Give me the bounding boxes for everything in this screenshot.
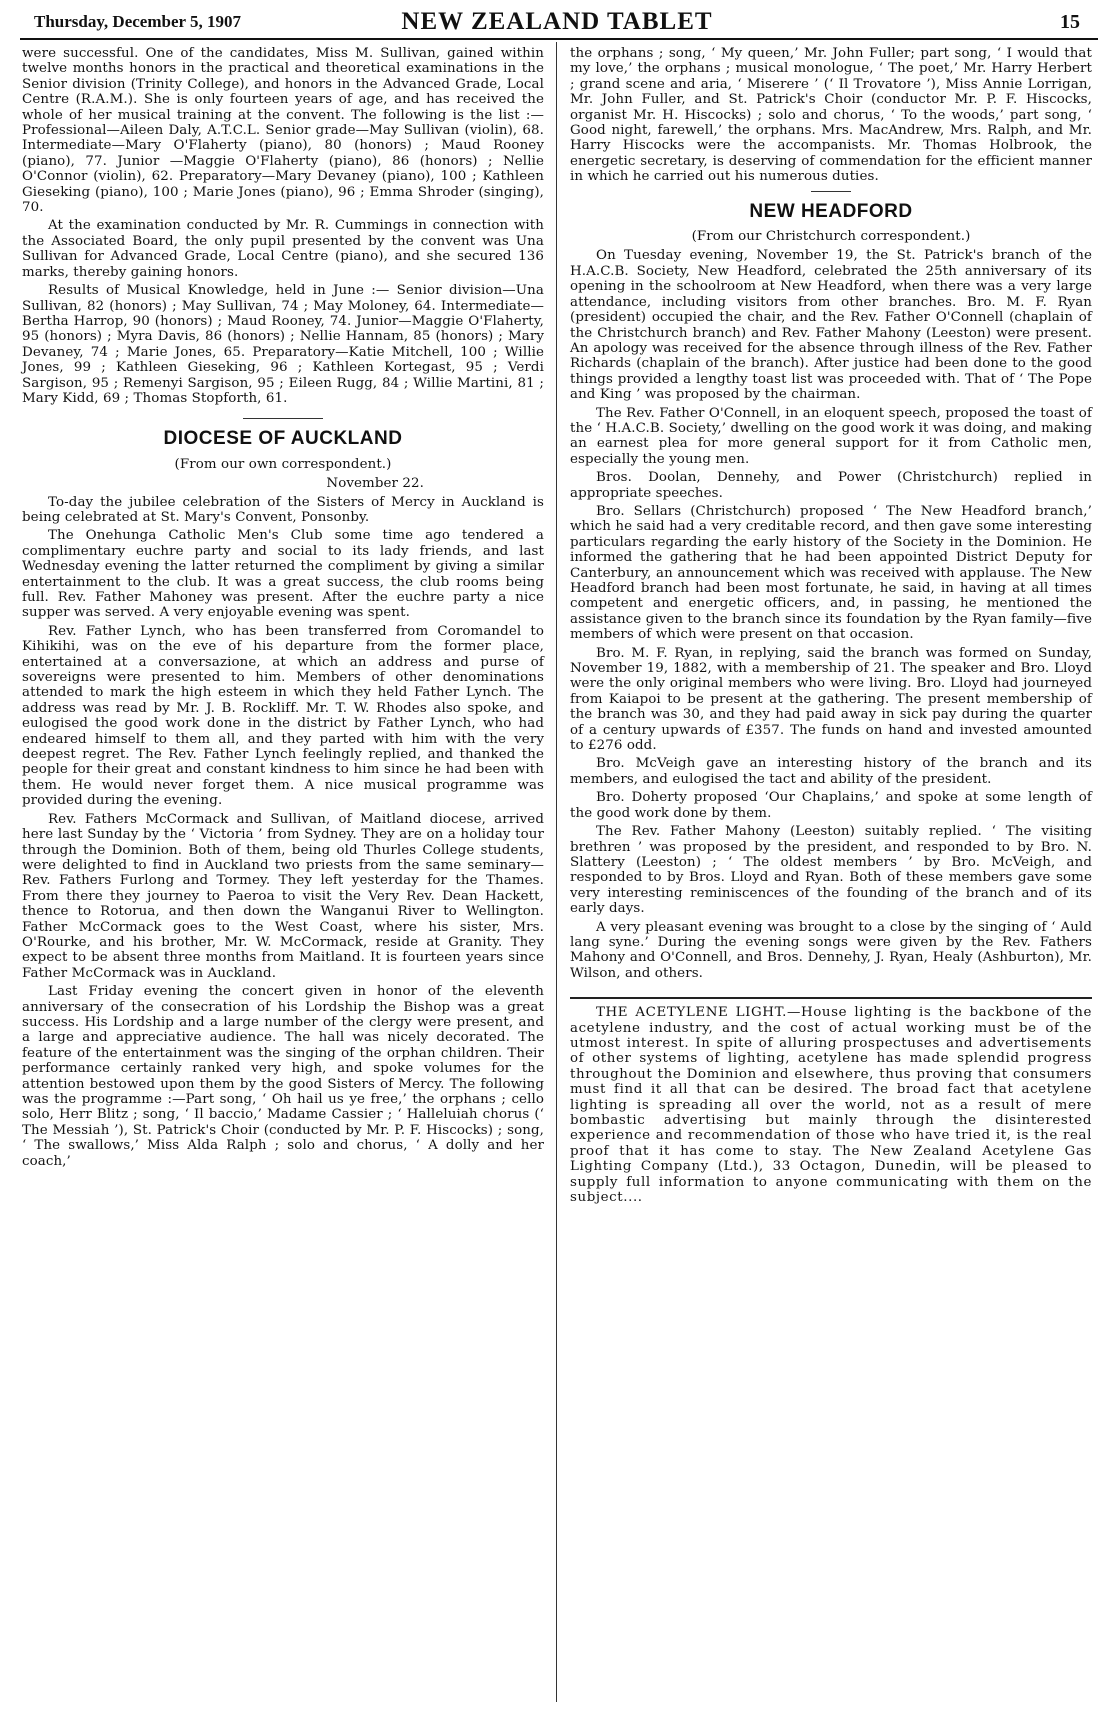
paragraph: Bro. Doherty proposed ‘Our Chaplains,’ and spoke at some length of the good work done by them. [570,790,1092,821]
paragraph: Bro. M. F. Ryan, in replying, said the branch was formed on Sunday, November 19, 1882, with a membership of 21. The speaker and Bro. Lloyd were the only original members who were living. Bro. Lloyd had journeyed from Kaiapoi to be present at the gathering. The present membership of the branch was 30, and they had paid away in sick pay during the quarter of a century upwards of £357. The funds on hand and invested amounted to £276 odd. [570,645,1092,754]
right-column [570,46,1092,1208]
page-header [20,8,1094,34]
separator [811,191,851,192]
paragraph: Bros. Doolan, Dennehy, and Power (Christchurch) replied in appropriate speeches. [570,470,1092,501]
paragraph: A very pleasant evening was brought to a close by the singing of ‘ Auld lang syne.’ During the evening songs were given by the Rev. Fathers Mahony and O'Connell, and Bros. Dennehy, J. Ryan, Healy (Ashburton), Mr. Wilson, and others. [570,919,1092,981]
paragraph: Rev. Father Lynch, who has been transferred from Coromandel to Kihikihi, was on the eve of his departure from the former place, entertained at a conversazione, at which an address and purse of sovereigns were presented to him. Members of other denominations attended to mark the high esteem in which they held Father Lynch. The address was read by Mr. J. B. Rockliff. Mr. T. W. Rhodes also spoke, and eulogised the good work done in the district by Father Lynch, who had endeared himself to them all, and they parted with him with the very deepest regret. The Rev. Father Lynch feelingly replied, and thanked the people for their great and constant kindness to him since he had been with them. He would never forget them. A nice musical programme was provided during the evening. [22,623,544,809]
paragraph: Last Friday evening the concert given in honor of the eleventh anniversary of the consecration of his Lordship the Bishop was a great success. His Lordship and a large number of the clergy were present, and a large and appreciative audience. The hall was nicely decorated. The feature of the entertainment was the singing of the orphan children. Their performance certainly ranked very high, and spoke volumes for the attention bestowed upon them by the good Sisters of Mercy. The following was the programme :—Part song, ‘ Oh hail us ye free,’ the orphans ; cello solo, Herr Blitz ; song, ‘ Il baccio,’ Madame Cassier ; ‘ Halleluiah chorus (‘ The Messiah ’), St. Patrick's Choir (conducted by Mr. P. F. Hiscocks) ; song, ‘ The swallows,’ Miss Alda Ralph ; solo and chorus, ‘ A dolly and her coach,’ [22,984,544,1169]
paragraph: Bro. Sellars (Christchurch) proposed ‘ The New Headford branch,’ which he said had a very creditable record, and then gave some interesting particulars regarding the early history of the Society in the Dominion. He informed the gathering that he had been appointed District Deputy for Canterbury, an announcement which was received with applause. The New Headford branch had been most fortunate, he said, in having at all times competent and energetic officers, and, in passing, he mentioned the assistance given to the branch since its foundation by the Ryan family—five members of which were present on that occasion. [570,503,1092,643]
separator [243,418,323,419]
paragraph: Bro. McVeigh gave an interesting history of the branch and its members, and eulogised the tact and ability of the president. [570,756,1092,787]
paragraph: The Rev. Father Mahony (Leeston) suitably replied. ‘ The visiting brethren ’ was proposed by the president, and responded to by Bro. N. Slattery (Leeston) ; ‘ The oldest members ’ by Bro. McVeigh, and responded to by Bros. Lloyd and Ryan. Both of these members gave some very interesting reminiscences of the founding of the branch and of its early days. [570,824,1092,917]
paragraph: At the examination conducted by Mr. R. Cummings in connection with the Associated Board, the only pupil presented by the convent was Una Sullivan for Advanced Grade, Local Centre (piano), and she secured 136 marks, thereby gaining honors. [22,218,544,280]
dateline: November 22. [326,476,424,492]
header-rule [20,38,1098,40]
paragraph: The Onehunga Catholic Men's Club some time ago tendered a complimentary euchre party and social to its lady friends, and last Wednesday evening the latter returned the compliment by giving a similar entertainment to the club. It was a great success, the club rooms being full. Rev. Father Mahoney was present. After the euchre party a nice supper was served. A very enjoyable evening was spent. [22,528,544,621]
left-column [22,46,544,1172]
masthead-title: NEW ZEALAND TABLET [401,8,713,35]
paragraph: were successful. One of the candidates, Miss M. Sullivan, gained within twelve months honors in the practical and theoretical examinations in the Senior division (Trinity College), and honors in the Advanced Grade, Local Centre (R.A.M.). She is only fourteen years of age, and has received the whole of her musical training at the convent. The following is the list :—Professional—Aileen Daly, A.T.C.L. Senior grade—May Sullivan (violin), 68. Intermediate—Mary O'Flaherty (piano), 80 (honors) ; Maud Rooney (piano), 77. Junior —Maggie O'Flaherty (piano), 86 (honors) ; Nellie O'Connor (violin), 62. Preparatory—Mary Devaney (piano), 100 ; Kathleen Gieseking (piano), 100 ; Marie Jones (piano), 96 ; Emma Shroder (singing), 70. [22,46,544,216]
advert-rule [570,997,1092,999]
correspondent-line: (From our own correspondent.) [174,456,392,472]
correspondent-line: (From our Christchurch correspondent.) [691,229,971,245]
paragraph: Results of Musical Knowledge, held in June :— Senior division—Una Sullivan, 82 (honors) ; May Sullivan, 74 ; May Moloney, 64. Intermediate—Bertha Harrop, 90 (honors) ; Maud Rooney, 74. Junior—Maggie O'Flaherty, 95 (honors) ; Myra Davis, 86 (honors) ; Nellie Hannam, 85 (honors) ; Mary Devaney, 74 ; Marie Jones, 65. Preparatory—Katie Mitchell, 100 ; Willie Jones, 99 ; Kathleen Gieseking, 96 ; Kathleen Kortegast, 95 ; Verdi Sargison, 95 ; Remenyi Sargison, 95 ; Eileen Rugg, 84 ; Willie Martini, 81 ; Mary Kidd, 69 ; Thomas Stopforth, 61. [22,283,544,406]
section-heading-new-headford: NEW HEADFORD [749,200,913,222]
paragraph: the orphans ; song, ‘ My queen,’ Mr. John Fuller; part song, ‘ I would that my love,’ the orphans ; musical monologue, ‘ The poet,’ Mr. Harry Herbert ; grand scene and aria, ‘ Miserere ’ (‘ Il Trovatore ’), Miss Annie Lorrigan, Mr. John Fuller, and St. Patrick's Choir (conductor Mr. P. F. Hiscocks, organist Mr. H. Hiscocks) ; solo and chorus, ‘ To the woods,’ part song, ‘ Good night, farewell,’ the orphans. Mrs. MacAndrew, Mrs. Ralph, and Mr. Harry Hiscocks were the accompanists. Mr. Thomas Holbrook, the energetic secretary, is deserving of commendation for the efficient manner in which he carried out his numerous duties. [570,46,1092,185]
section-heading-auckland: DIOCESE OF AUCKLAND [163,428,403,450]
paragraph: The Rev. Father O'Connell, in an eloquent speech, proposed the toast of the ‘ H.A.C.B. Society,’ dwelling on the good work it was doing, and making an earnest plea for more general support for it from Catholic men, especially the young men. [570,405,1092,467]
paragraph: On Tuesday evening, November 19, the St. Patrick's branch of the H.A.C.B. Society, New Headford, celebrated the 25th anniversary of its opening in the schoolroom at New Headford, when there was a very large attendance, including visitors from other branches. Bro. M. F. Ryan (president) occupied the chair, and the Rev. Father O'Connell (chaplain of the Christchurch branch) and Rev. Father Mahony (Leeston) were present. An apology was received for the absence through illness of the Rev. Father Richards (chaplain of the branch). After justice had been done to the good things provided a lengthy toast list was proceeded with. That of ‘ The Pope and King ’ was proposed by the chairman. [570,248,1092,403]
column-divider [556,42,557,1702]
advert-acetylene: THE ACETYLENE LIGHT.—House lighting is the backbone of the acetylene industry, and the cost of actual working must be of the utmost interest. In spite of alluring prospectuses and advertisements of other systems of lighting, acetylene has made splendid progress throughout the Dominion and elsewhere, thus proving that consumers must find it all that can be desired. The broad fact that acetylene lighting is spreading all over the world, not as a result of mere bombastic advertising but mainly through the disinterested experience and recommendation of those who have tried it, is the real proof that it has come to stay. The New Zealand Acetylene Gas Lighting Company (Ltd.), 33 Octagon, Dunedin, will be pleased to supply full information to anyone communicating with them on the subject.... [570,1005,1092,1206]
issue-date: Thursday, December 5, 1907 [34,12,241,31]
page-number: 15 [1060,11,1080,33]
paragraph: Rev. Fathers McCormack and Sullivan, of Maitland diocese, arrived here last Sunday by the ‘ Victoria ’ from Sydney. They are on a holiday tour through the Dominion. Both of them, being old Thurles College students, were delighted to find in Auckland two priests from the same seminary—Rev. Fathers Furlong and Tormey. They left yesterday for the Thames. From there they journey to Paeroa to visit the Very Rev. Dean Hackett, thence to Rotorua, and then down the Wanganui River to Wellington. Father McCormack goes to the West Coast, where his sister, Mrs. O'Rourke, and his brother, Mr. W. McCormack, reside at Granity. They expect to be absent three months from Maitland. It is fourteen years since Father McCormack was in Auckland. [22,811,544,981]
paragraph: To-day the jubilee celebration of the Sisters of Mercy in Auckland is being celebrated at St. Mary's Convent, Ponsonby. [22,494,544,525]
